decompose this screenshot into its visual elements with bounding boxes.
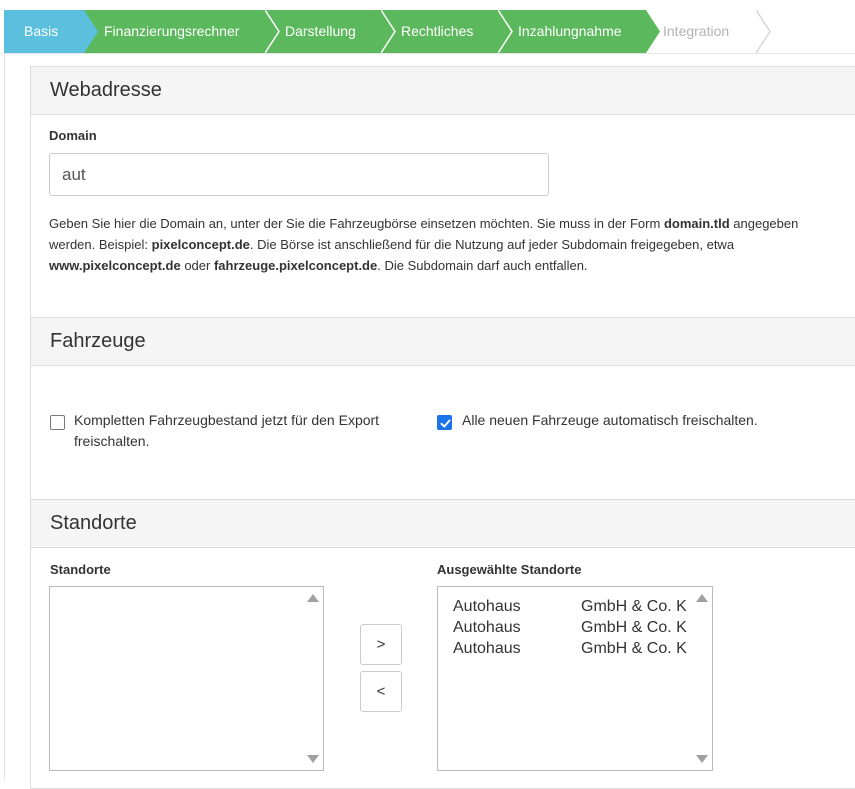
step-inzahlungnahme[interactable] — [498, 10, 646, 53]
step-basis[interactable] — [4, 10, 84, 53]
domain-label: Domain — [49, 128, 97, 143]
help-text: angegeben werden. Beispiel: — [49, 216, 799, 252]
help-example: pixelconcept.de — [151, 237, 250, 252]
list-item[interactable] — [453, 638, 712, 659]
auto-release-checkbox[interactable] — [437, 415, 452, 430]
panel-fahrzeuge — [30, 317, 855, 500]
step-divider-icon — [84, 10, 100, 53]
step-label: Finanzierungsrechner — [104, 23, 240, 39]
step-divider-icon — [756, 10, 772, 53]
step-label: Basis — [24, 23, 59, 39]
list-item[interactable] — [453, 617, 712, 638]
panel-title: Fahrzeuge — [31, 318, 855, 366]
export-checkbox[interactable] — [50, 415, 65, 430]
help-text: oder — [180, 258, 214, 273]
available-standorte-label: Standorte — [50, 562, 111, 577]
step-rechtliches[interactable] — [381, 10, 498, 53]
scroll-down-icon[interactable] — [696, 755, 708, 763]
standort-suffix: GmbH & Co. K — [581, 598, 687, 615]
scroll-up-icon[interactable] — [696, 594, 708, 602]
help-text: Geben Sie hier die Domain an, unter der Sie die Fahrzeugbörse einsetzen möchten. Sie muss in der Form — [49, 216, 664, 231]
remove-standort-button[interactable]: < — [360, 671, 402, 712]
standort-name: Autohaus — [453, 640, 521, 657]
selected-standorte-label: Ausgewählte Standorte — [437, 562, 582, 577]
checkmark-icon — [439, 417, 452, 430]
auto-release-checkbox-label[interactable]: Alle neuen Fahrzeuge automatisch freischalten. — [462, 412, 758, 428]
step-darstellung[interactable] — [265, 10, 381, 53]
step-label: Rechtliches — [401, 23, 474, 39]
wizard-steps — [4, 10, 855, 53]
add-standort-button[interactable]: > — [360, 624, 402, 665]
help-example: www.pixelconcept.de — [49, 258, 181, 273]
standort-suffix: GmbH & Co. K — [581, 640, 687, 657]
step-label: Darstellung — [285, 23, 356, 39]
standort-name: Autohaus — [453, 619, 521, 636]
help-text: . Die Börse ist anschließend für die Nutzung auf jeder Subdomain freigegeben, etwa — [249, 237, 735, 252]
panel-title: Standorte — [31, 500, 855, 548]
domain-input[interactable] — [49, 153, 549, 196]
panel-title: Webadresse — [31, 67, 855, 115]
help-example: domain.tld — [663, 216, 730, 231]
scroll-up-icon[interactable] — [307, 594, 319, 602]
scrollbar-track[interactable] — [694, 587, 712, 770]
step-label: Inzahlungnahme — [518, 23, 622, 39]
help-example: fahrzeuge.pixelconcept.de — [213, 258, 378, 273]
step-finanzierungsrechner[interactable] — [84, 10, 265, 53]
step-divider-icon — [265, 10, 281, 53]
standort-suffix: GmbH & Co. K — [581, 619, 687, 636]
selected-standorte-list[interactable] — [437, 586, 713, 771]
panel-standorte — [30, 499, 855, 789]
domain-help-text — [49, 213, 809, 276]
step-divider-icon — [498, 10, 514, 53]
scroll-down-icon[interactable] — [307, 755, 319, 763]
list-item[interactable] — [453, 596, 712, 617]
export-checkbox-label[interactable]: Kompletten Fahrzeugbestand jetzt für den Export freischalten. — [74, 412, 380, 449]
standort-name: Autohaus — [453, 598, 521, 615]
step-label: Integration — [663, 23, 730, 39]
available-standorte-list[interactable] — [49, 586, 324, 771]
panel-webadresse — [30, 66, 855, 318]
domain-value: aut — [62, 165, 86, 184]
help-text: . Die Subdomain darf auch entfallen. — [377, 258, 588, 273]
step-divider-icon — [381, 10, 397, 53]
step-integration[interactable] — [660, 10, 770, 53]
